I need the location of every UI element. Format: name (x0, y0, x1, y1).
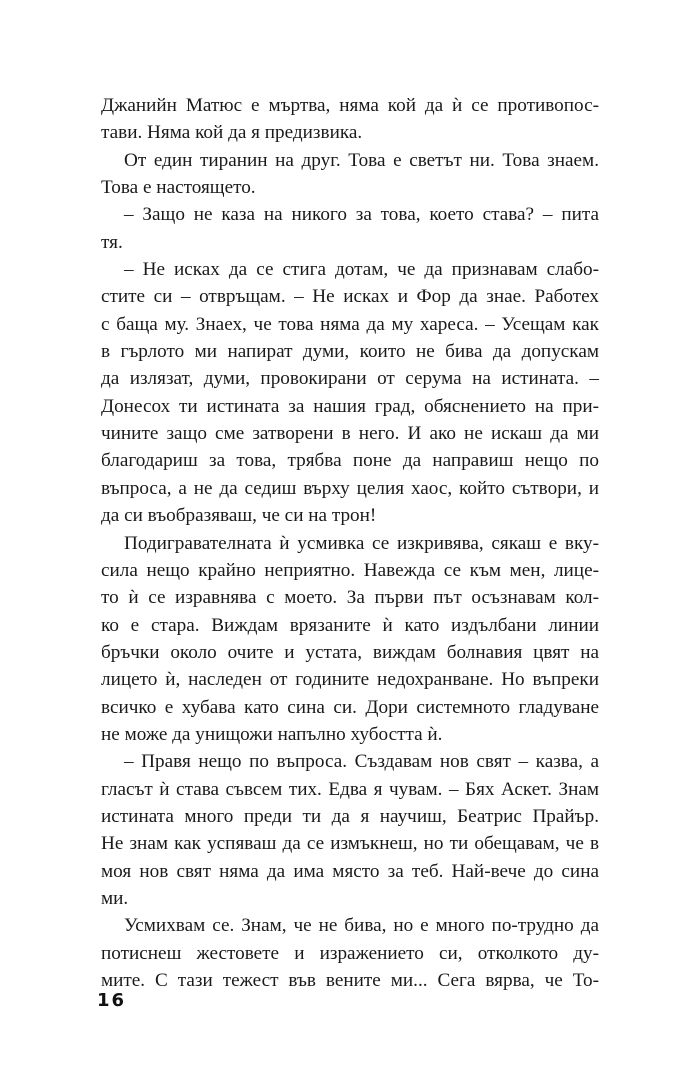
text-line: тя. (101, 231, 123, 253)
text-line: благодариш за това, трябва поне да направиш нещо по (101, 450, 599, 472)
text-line: да си въобразяваш, че си на трон! (101, 505, 377, 527)
text-line: ко е стара. Виждам врязаните ѝ като издълбани линии (101, 614, 599, 636)
text-line: Джанийн Матюс е мъртва, няма кой да ѝ се противопос- (101, 95, 599, 116)
text-line: истината много преди ти да я научиш, Беатрис Прайър. (101, 805, 599, 827)
body-text (101, 92, 599, 994)
text-line: лицето ѝ, наследен от годините недохранване. Но въпреки (101, 669, 599, 691)
text-line: чините защо сме затворени в него. И ако не искаш да ми (101, 423, 599, 445)
text-line: Не знам как успяваш да се измъкнеш, но ти обещавам, че в (101, 833, 599, 855)
text-line: в гърлото ми напират думи, които не бива да допускам (101, 341, 599, 363)
text-line: – Защо не каза на никого за това, което става? – пита (124, 204, 599, 226)
text-line: не може да унищожи напълно хубостта ѝ. (101, 723, 443, 745)
text-line: Подигравателната ѝ усмивка се изкривява, сякаш е вку- (124, 532, 599, 554)
text-line: Това е настоящето. (101, 177, 256, 199)
text-line: гласът ѝ става съвсем тих. Едва я чувам. – Бях Аскет. Знам (101, 778, 599, 800)
text-line: сила нещо крайно неприятно. Навежда се към мен, лице- (101, 559, 599, 581)
text-line: – Правя нещо по въпроса. Създавам нов свят – казва, а (124, 751, 599, 773)
text-line: всичко е хубава като сина си. Дори системното гладуване (101, 696, 599, 718)
text-line: стите си – отвръщам. – Не исках и Фор да знае. Работех (101, 286, 599, 308)
text-line: моя нов свят няма да има място за теб. Най-вече до сина (101, 860, 599, 882)
text-line: потиснеш жестовете и изражението си, отколкото ду- (101, 942, 599, 964)
text-line: тави. Няма кой да я предизвика. (101, 122, 363, 144)
text-line: Донесох ти истината за нашия град, обяснението на при- (101, 395, 599, 417)
text-line: въпроса, а не да седиш върху целия хаос, който сътвори, и (101, 477, 599, 499)
text-line: мите. С тази тежест във вените ми... Сега вярва, че То- (101, 970, 599, 991)
text-line: ми. (101, 887, 129, 909)
text-line: бръчки около очите и устата, виждам болнавия цвят на (101, 641, 599, 663)
text-line: Усмихвам се. Знам, че не бива, но е много по-трудно да (124, 915, 599, 937)
text-line: с баща му. Знаех, че това няма да му хареса. – Усещам как (101, 313, 599, 335)
text-line: – Не исках да се стига дотам, че да признавам слабо- (124, 259, 599, 281)
text-line: то ѝ се изравнява с моето. За първи път осъзнавам кол- (101, 587, 599, 609)
page-number: 16 (97, 990, 127, 1011)
text-line: да излязат, думи, провокирани от серума на истината. – (101, 368, 599, 390)
text-line: От един тиранин на друг. Това е светът ни. Това знаем. (124, 149, 599, 171)
